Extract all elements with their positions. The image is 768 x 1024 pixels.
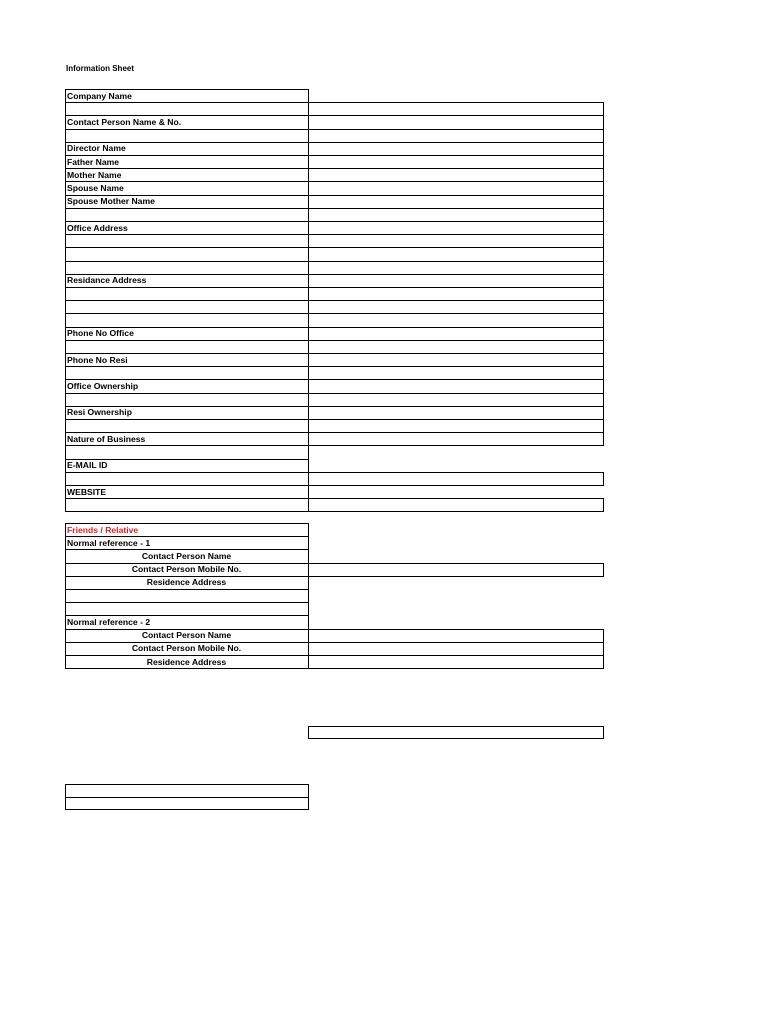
row-divider <box>65 445 309 446</box>
value-row-divider <box>308 472 604 473</box>
value-row-divider <box>308 115 604 116</box>
row-divider <box>65 629 309 630</box>
empty-label-cell <box>66 103 307 116</box>
field-label: Contact Person Name <box>141 630 232 641</box>
row-divider <box>65 655 309 656</box>
field-label: E-MAIL ID <box>67 460 108 471</box>
value-row-divider <box>308 629 604 630</box>
field-label: Office Ownership <box>67 380 139 391</box>
value-row-divider <box>308 393 604 394</box>
row-divider <box>65 234 309 235</box>
row-divider <box>65 261 309 262</box>
left-border <box>65 523 66 668</box>
empty-label-cell <box>66 603 307 616</box>
row-divider <box>65 563 309 564</box>
empty-label-cell <box>66 340 307 353</box>
field-label: Company Name <box>67 90 132 101</box>
field-label: Normal reference - 2 <box>67 616 151 627</box>
empty-box-edge <box>308 726 604 727</box>
value-row-divider <box>308 181 604 182</box>
row-divider <box>65 406 309 407</box>
field-label: Phone No Office <box>67 328 134 339</box>
row-divider <box>65 247 309 248</box>
row-divider <box>65 168 309 169</box>
row-divider <box>65 287 309 288</box>
empty-box-edge <box>65 809 309 810</box>
row-divider <box>65 472 309 473</box>
value-row-divider <box>308 485 604 486</box>
empty-label-cell <box>66 129 307 142</box>
row-divider <box>65 379 309 380</box>
row-divider <box>65 327 309 328</box>
field-label: Mother Name <box>67 169 122 180</box>
row-divider <box>65 313 309 314</box>
right-border <box>603 102 604 445</box>
value-row-divider <box>308 221 604 222</box>
value-row-divider <box>308 142 604 143</box>
row-divider <box>65 221 309 222</box>
value-row-divider <box>308 340 604 341</box>
value-row-divider <box>308 261 604 262</box>
empty-label-cell <box>66 367 307 380</box>
field-label: Normal reference - 1 <box>67 537 151 548</box>
row-divider <box>65 142 309 143</box>
row-divider <box>65 129 309 130</box>
field-label: Residance Address <box>67 275 147 286</box>
value-row-divider <box>308 274 604 275</box>
empty-label-cell <box>66 393 307 406</box>
field-label: Nature of Business <box>67 433 146 444</box>
value-row-divider <box>308 208 604 209</box>
empty-label-cell <box>66 235 307 248</box>
value-row-divider <box>308 247 604 248</box>
value-row-divider <box>308 300 604 301</box>
row-divider <box>65 485 309 486</box>
value-row-divider <box>308 287 604 288</box>
value-row-divider <box>308 353 604 354</box>
field-label: Contact Person Mobile No. <box>131 643 242 654</box>
right-border <box>603 472 604 485</box>
value-row-divider <box>308 366 604 367</box>
right-border <box>603 498 604 511</box>
row-divider <box>65 419 309 420</box>
row-divider <box>65 459 309 460</box>
row-divider <box>65 523 309 524</box>
value-row-divider <box>308 234 604 235</box>
empty-box-edge <box>308 738 604 739</box>
row-divider <box>65 89 309 90</box>
empty-box-edge <box>308 784 309 809</box>
empty-box-edge <box>65 784 309 785</box>
value-row-divider <box>308 155 604 156</box>
empty-label-cell <box>66 472 307 485</box>
row-divider <box>65 536 309 537</box>
empty-label-cell <box>66 420 307 433</box>
empty-box-edge <box>65 784 66 809</box>
value-row-divider <box>308 168 604 169</box>
value-row-divider <box>308 406 604 407</box>
right-border <box>603 563 604 576</box>
value-row-divider <box>308 102 604 103</box>
field-label: Friends / Relative <box>67 524 139 535</box>
value-row-divider <box>308 563 604 564</box>
field-label: Phone No Resi <box>67 354 128 365</box>
field-label: Contact Person Name & No. <box>67 116 182 127</box>
row-divider <box>65 102 309 103</box>
value-row-divider <box>308 379 604 380</box>
empty-label-cell <box>66 288 307 301</box>
row-divider <box>65 615 309 616</box>
row-divider <box>65 432 309 433</box>
field-label: Contact Person Name <box>141 550 232 561</box>
row-divider <box>65 195 309 196</box>
value-row-divider <box>308 419 604 420</box>
value-row-divider <box>308 498 604 499</box>
row-divider <box>65 498 309 499</box>
empty-label-cell <box>66 208 307 221</box>
field-label: Office Address <box>67 222 128 233</box>
value-row-divider <box>308 511 604 512</box>
row-divider <box>65 602 309 603</box>
row-divider <box>65 208 309 209</box>
value-row-divider <box>308 445 604 446</box>
row-divider <box>65 511 309 512</box>
value-row-divider <box>308 313 604 314</box>
field-label: Director Name <box>67 143 126 154</box>
empty-label-cell <box>66 301 307 314</box>
field-label: Residence Address <box>146 656 227 667</box>
row-divider <box>65 115 309 116</box>
middle-border <box>308 523 309 668</box>
row-divider <box>65 393 309 394</box>
sheet-title: Information Sheet <box>66 64 135 73</box>
row-divider <box>65 576 309 577</box>
left-border <box>65 89 66 511</box>
field-label: Residence Address <box>146 577 227 588</box>
row-divider <box>65 366 309 367</box>
empty-label-cell <box>66 446 307 459</box>
row-divider <box>65 155 309 156</box>
empty-box-edge <box>308 726 309 738</box>
empty-label-cell <box>66 314 307 327</box>
row-divider <box>65 300 309 301</box>
row-divider <box>65 340 309 341</box>
value-row-divider <box>308 576 604 577</box>
field-label: Resi Ownership <box>67 407 132 418</box>
row-divider <box>65 549 309 550</box>
value-row-divider <box>308 327 604 328</box>
row-divider <box>65 353 309 354</box>
value-row-divider <box>308 195 604 196</box>
right-border <box>603 629 604 669</box>
value-row-divider <box>308 668 604 669</box>
row-divider <box>65 589 309 590</box>
value-row-divider <box>308 432 604 433</box>
empty-box-edge <box>603 726 604 738</box>
value-row-divider <box>308 129 604 130</box>
row-divider <box>65 668 309 669</box>
field-label: Spouse Name <box>67 182 124 193</box>
field-label: Father Name <box>67 156 120 167</box>
row-divider <box>65 274 309 275</box>
value-row-divider <box>308 655 604 656</box>
row-divider <box>65 181 309 182</box>
empty-box-edge <box>65 797 309 798</box>
row-divider <box>65 642 309 643</box>
empty-label-cell <box>66 248 307 261</box>
empty-label-cell <box>66 499 307 512</box>
value-row-divider <box>308 642 604 643</box>
empty-label-cell <box>66 261 307 274</box>
field-label: Spouse Mother Name <box>67 196 155 207</box>
field-label: WEBSITE <box>67 486 107 497</box>
empty-label-cell <box>66 590 307 603</box>
field-label: Contact Person Mobile No. <box>131 564 242 575</box>
